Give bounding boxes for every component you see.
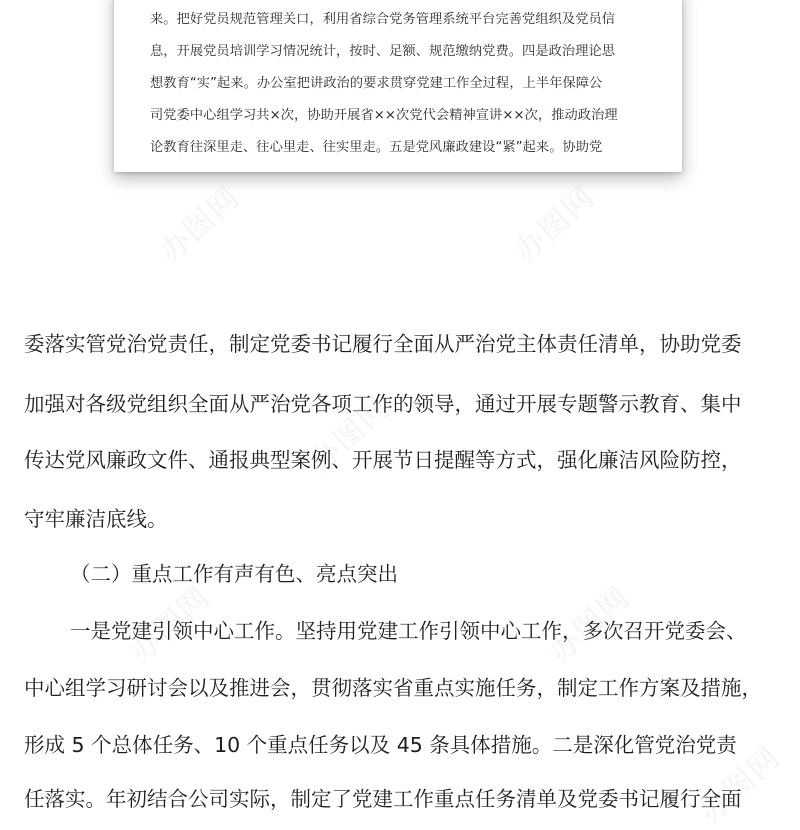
watermark-text: 办图网 bbox=[692, 739, 788, 830]
watermark-text: 办图网 bbox=[507, 179, 603, 270]
card-text-line: 息，开展党员培训学习情况统计，按时、足额、规范缴纳党费。四是政治理论思 bbox=[150, 44, 616, 59]
paragraph-line: 守牢廉洁底线。 bbox=[24, 507, 168, 531]
section-heading: （二）重点工作有声有色、亮点突出 bbox=[70, 562, 398, 586]
card-text-line: 论教育往深里走、往心里走、往实里走。五是党风廉政建设“紧”起来。协助党 bbox=[150, 140, 603, 155]
paragraph-line: 一是党建引领中心工作。坚持用党建工作引领中心工作，多次召开党委会、 bbox=[70, 619, 747, 643]
paragraph-line: 传达党风廉政文件、通报典型案例、开展节日提醒等方式，强化廉洁风险防控， bbox=[24, 448, 742, 472]
paragraph-line: 委落实管党治党责任，制定党委书记履行全面从严治党主体责任清单，协助党委 bbox=[24, 332, 742, 356]
paragraph-line: 加强对各级党组织全面从严治党各项工作的领导，通过开展专题警示教育、集中 bbox=[24, 392, 742, 416]
paragraph-line: 形成 5 个总体任务、10 个重点任务以及 45 条具体措施。二是深化管党治党责 bbox=[24, 733, 737, 757]
paragraph-line: 中心组学习研讨会以及推进会，贯彻落实省重点实施任务，制定工作方案及措施， bbox=[24, 676, 762, 700]
card-text-line: 司党委中心组学习共×次，协助开展省××次党代会精神宣讲××次，推动政治理 bbox=[150, 108, 618, 123]
top-document-card bbox=[114, 0, 682, 172]
card-text-line: 想教育“实”起来。办公室把讲政治的要求贯穿党建工作全过程，上半年保障公 bbox=[150, 76, 603, 91]
card-text-line: 来。把好党员规范管理关口，利用省综合党务管理系统平台完善党组织及党员信 bbox=[150, 12, 616, 27]
watermark-text: 办图网 bbox=[152, 179, 248, 270]
paragraph-line: 任落实。年初结合公司实际，制定了党建工作重点任务清单及党委书记履行全面 bbox=[24, 787, 742, 811]
watermark-text: 办图网 bbox=[122, 579, 218, 670]
watermark-text: 办图网 bbox=[542, 579, 638, 670]
watermark-text: 办图网 bbox=[302, 389, 398, 480]
